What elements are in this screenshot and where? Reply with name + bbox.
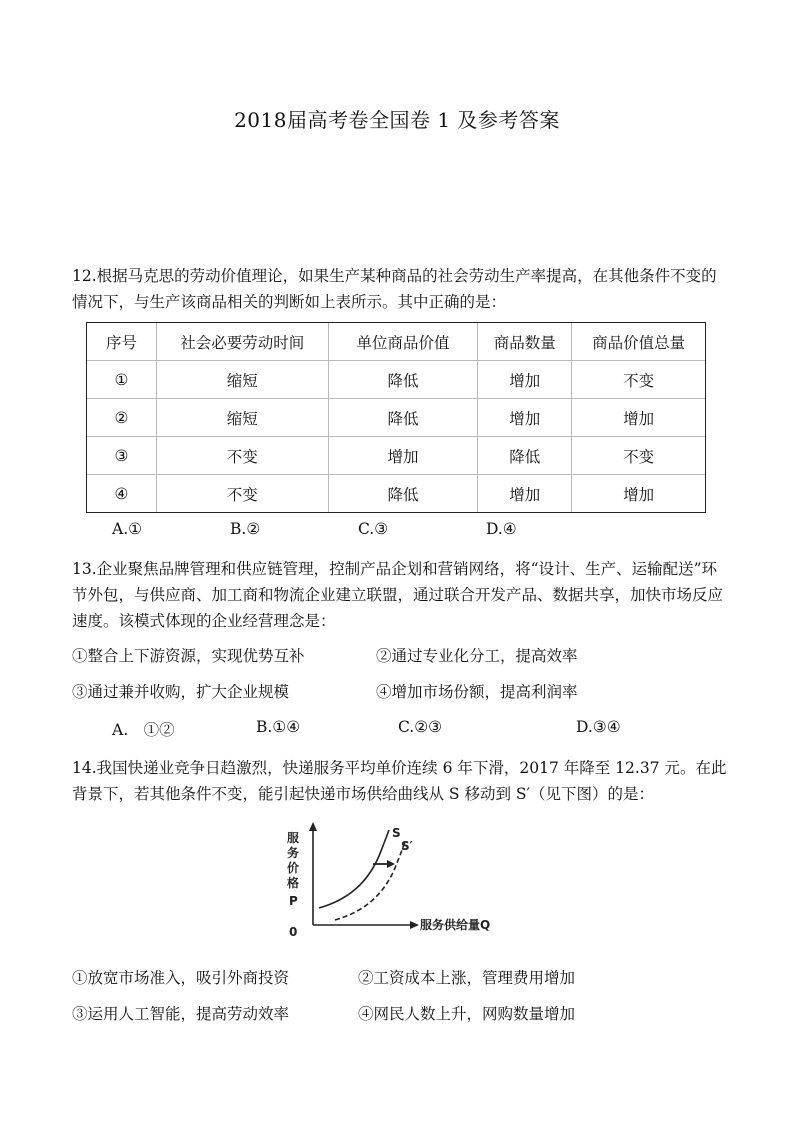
table-row — [87, 437, 706, 475]
q12-option-c: C.③ — [358, 520, 389, 538]
q14-stem: 14.我国快递业竞争日趋激烈，快递服务平均单价连续 6 年下滑，2017 年降至 12.37 元。在此背景下，若其他条件不变，能引起快递市场供给曲线从 S 移动到 S′（见下图）的是： — [72, 759, 727, 803]
q13-stem: 13.企业聚焦品牌管理和供应链管理，控制产品企划和营销网络，将“设计、生产、运输配送”环节外包，与供应商、加工商和物流企业建立联盟，通过联合开发产品、数据共享，加快市场反应速度。该模式体现的企业经营理念是： — [72, 560, 724, 630]
table-cell: 不变 — [572, 361, 706, 399]
q12-table — [86, 322, 706, 513]
table-cell: 降低 — [328, 475, 478, 513]
table-cell: 降低 — [328, 399, 478, 437]
table-header-cell: 商品数量 — [478, 323, 572, 361]
table-cell: 增加 — [572, 475, 706, 513]
table-cell: 增加 — [572, 399, 706, 437]
table-cell: ② — [87, 399, 157, 437]
q14-item-4: ④网民人数上升，网购数量增加 — [358, 1005, 576, 1023]
x-axis-arrow — [410, 921, 419, 929]
series-label-s: S — [392, 826, 401, 840]
q14-item-2: ②工资成本上涨，管理费用增加 — [358, 969, 576, 987]
q13-option-c: C.②③ — [398, 718, 443, 736]
series-label-s-prime: S′ — [401, 839, 413, 853]
table-cell: ③ — [87, 437, 157, 475]
table-cell: 增加 — [478, 399, 572, 437]
table-row — [87, 475, 706, 513]
table-cell: 不变 — [156, 475, 328, 513]
table-cell: 增加 — [478, 475, 572, 513]
table-header-cell: 单位商品价值 — [328, 323, 478, 361]
q13-option-b: B.①④ — [256, 718, 301, 736]
ylabel-char: 格 — [287, 876, 300, 890]
q13-item-4: ④增加市场份额，提高利润率 — [376, 683, 578, 701]
curve-s-prime — [335, 842, 405, 920]
q14-item-1: ①放宽市场准入，吸引外商投资 — [72, 969, 290, 987]
table-cell: 增加 — [478, 361, 572, 399]
table-header-row — [87, 323, 706, 361]
table-header-cell: 商品价值总量 — [572, 323, 706, 361]
q13-item-1: ①整合上下游资源，实现优势互补 — [72, 647, 305, 665]
q13-option-a: A. ①② — [112, 721, 175, 739]
q14-item-3: ③运用人工智能，提高劳动效率 — [72, 1005, 290, 1023]
ylabel-char: 服 — [287, 831, 300, 845]
table-cell: 降低 — [328, 361, 478, 399]
table-cell: 增加 — [328, 437, 478, 475]
q12-option-a: A.① — [112, 520, 143, 538]
origin-label: 0 — [289, 925, 298, 939]
q13-item-3: ③通过兼并收购，扩大企业规模 — [72, 683, 290, 701]
table-cell: 不变 — [156, 437, 328, 475]
supply-curve-figure — [285, 822, 515, 942]
table-cell: ① — [87, 361, 157, 399]
table-cell: 降低 — [478, 437, 572, 475]
q12-option-b: B.② — [230, 520, 261, 538]
table-cell: 缩短 — [156, 361, 328, 399]
document-title: 2018届高考卷全国卷 1 及参考答案 — [234, 108, 560, 132]
q12-option-d: D.④ — [486, 520, 517, 538]
table-header-cell: 社会必要劳动时间 — [156, 323, 328, 361]
table-cell: 缩短 — [156, 399, 328, 437]
table-row — [87, 361, 706, 399]
q12-stem: 12.根据马克思的劳动价值理论，如果生产某种商品的社会劳动生产率提高，在其他条件不变的情况下，与生产该商品相关的判断如上表所示。其中正确的是： — [72, 267, 717, 311]
shift-arrow-head — [387, 860, 395, 868]
table-cell: ④ — [87, 475, 157, 513]
q13-item-2: ②通过专业化分工，提高效率 — [376, 647, 578, 665]
ylabel-char: 价 — [287, 861, 300, 875]
table-row — [87, 399, 706, 437]
ylabel-char: 务 — [287, 846, 300, 860]
table-cell: 不变 — [572, 437, 706, 475]
supply-curve-svg — [285, 822, 515, 942]
ylabel-char: P — [289, 894, 298, 908]
y-axis-arrow — [309, 822, 317, 831]
q13-option-d: D.③④ — [576, 718, 621, 736]
table-header-cell: 序号 — [87, 323, 157, 361]
curve-s — [319, 830, 389, 908]
x-axis-label: 服务供给量Q — [420, 918, 491, 932]
